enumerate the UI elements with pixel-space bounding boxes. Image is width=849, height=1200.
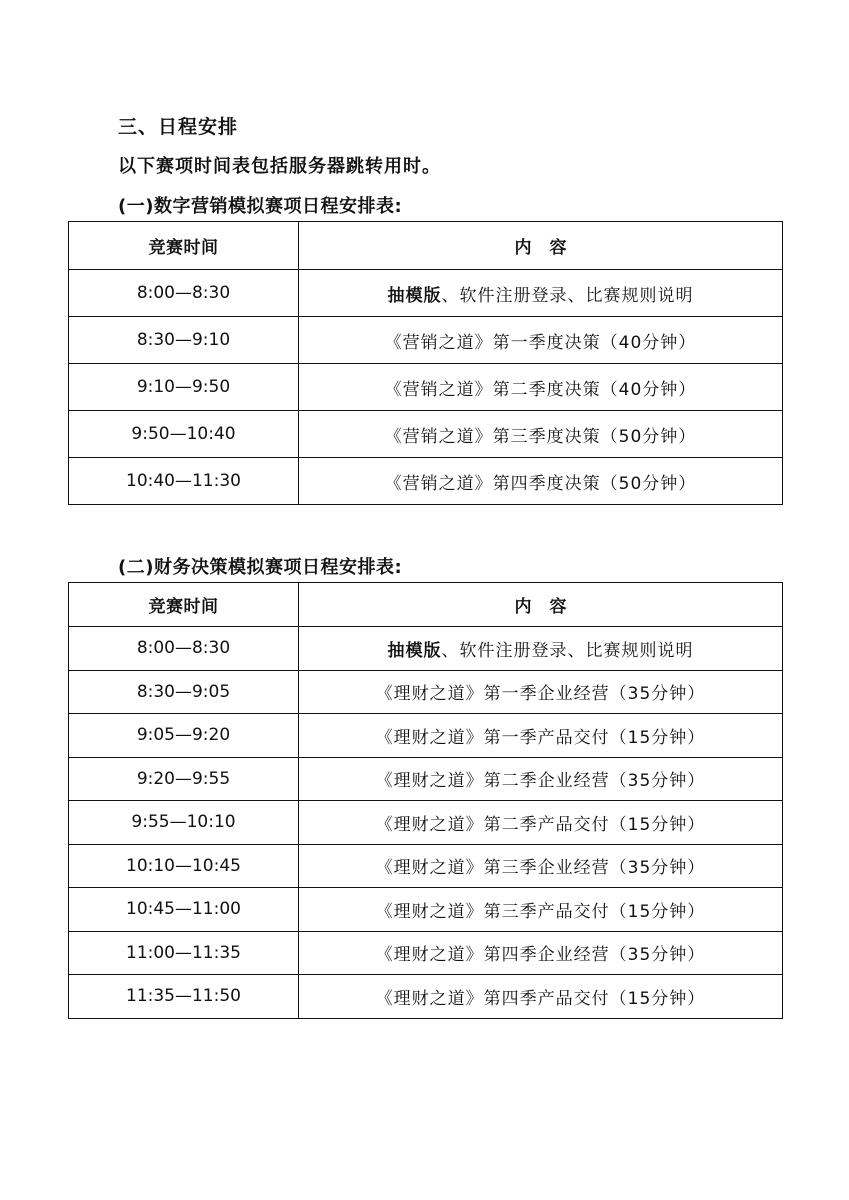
column-header-time: 竞赛时间 (69, 583, 299, 627)
content-bold-text: 抽模版 (387, 640, 442, 661)
time-cell: 10:10—10:45 (69, 844, 299, 888)
table-header-row (69, 222, 783, 270)
content-text: 、软件注册登录、比赛规则说明 (441, 285, 694, 306)
intro-text: 以下赛项时间表包括服务器跳转用时。 (118, 156, 441, 177)
content-bold-text: 抽模版 (387, 285, 442, 306)
time-cell: 8:00—8:30 (69, 270, 299, 317)
time-cell: 8:00—8:30 (69, 627, 299, 671)
table-row (69, 458, 783, 505)
content-cell: 《营销之道》第一季度决策（40分钟） (299, 317, 783, 364)
table-row (69, 364, 783, 411)
table-header-row (69, 583, 783, 627)
table-row (69, 411, 783, 458)
table-row (69, 801, 783, 845)
content-cell: 《理财之道》第二季企业经营（35分钟） (299, 757, 783, 801)
time-cell: 10:45—11:00 (69, 888, 299, 932)
content-cell (299, 270, 783, 317)
column-header-content: 内容 (299, 222, 783, 270)
column-header-time: 竞赛时间 (69, 222, 299, 270)
content-cell: 《营销之道》第三季度决策（50分钟） (299, 411, 783, 458)
table-row (69, 975, 783, 1019)
time-cell: 8:30—9:05 (69, 670, 299, 714)
content-cell: 《营销之道》第四季度决策（50分钟） (299, 458, 783, 505)
content-cell: 《理财之道》第四季企业经营（35分钟） (299, 931, 783, 975)
content-cell (299, 627, 783, 671)
table-row (69, 757, 783, 801)
content-cell: 《理财之道》第四季产品交付（15分钟） (299, 975, 783, 1019)
content-text: 、软件注册登录、比赛规则说明 (441, 640, 694, 661)
section-heading: 三、日程安排 (118, 116, 239, 138)
content-cell: 《理财之道》第三季企业经营（35分钟） (299, 844, 783, 888)
table-row (69, 931, 783, 975)
table1-title: (一)数字营销模拟赛项日程安排表: (118, 196, 403, 217)
time-cell: 8:30—9:10 (69, 317, 299, 364)
table-row (69, 627, 783, 671)
time-cell: 9:05—9:20 (69, 714, 299, 758)
time-cell: 11:35—11:50 (69, 975, 299, 1019)
column-header-content: 内容 (299, 583, 783, 627)
time-cell: 9:10—9:50 (69, 364, 299, 411)
marketing-schedule-table (68, 221, 783, 505)
table-row (69, 888, 783, 932)
content-cell: 《营销之道》第二季度决策（40分钟） (299, 364, 783, 411)
table-row (69, 714, 783, 758)
table-row (69, 270, 783, 317)
time-cell: 9:50—10:40 (69, 411, 299, 458)
table-row (69, 844, 783, 888)
content-cell: 《理财之道》第一季企业经营（35分钟） (299, 670, 783, 714)
time-cell: 11:00—11:35 (69, 931, 299, 975)
content-cell: 《理财之道》第三季产品交付（15分钟） (299, 888, 783, 932)
table2-title: (二)财务决策模拟赛项日程安排表: (118, 557, 403, 578)
finance-schedule-table (68, 582, 783, 1019)
table-row (69, 670, 783, 714)
content-cell: 《理财之道》第一季产品交付（15分钟） (299, 714, 783, 758)
time-cell: 9:20—9:55 (69, 757, 299, 801)
table-row (69, 317, 783, 364)
time-cell: 9:55—10:10 (69, 801, 299, 845)
time-cell: 10:40—11:30 (69, 458, 299, 505)
content-cell: 《理财之道》第二季产品交付（15分钟） (299, 801, 783, 845)
